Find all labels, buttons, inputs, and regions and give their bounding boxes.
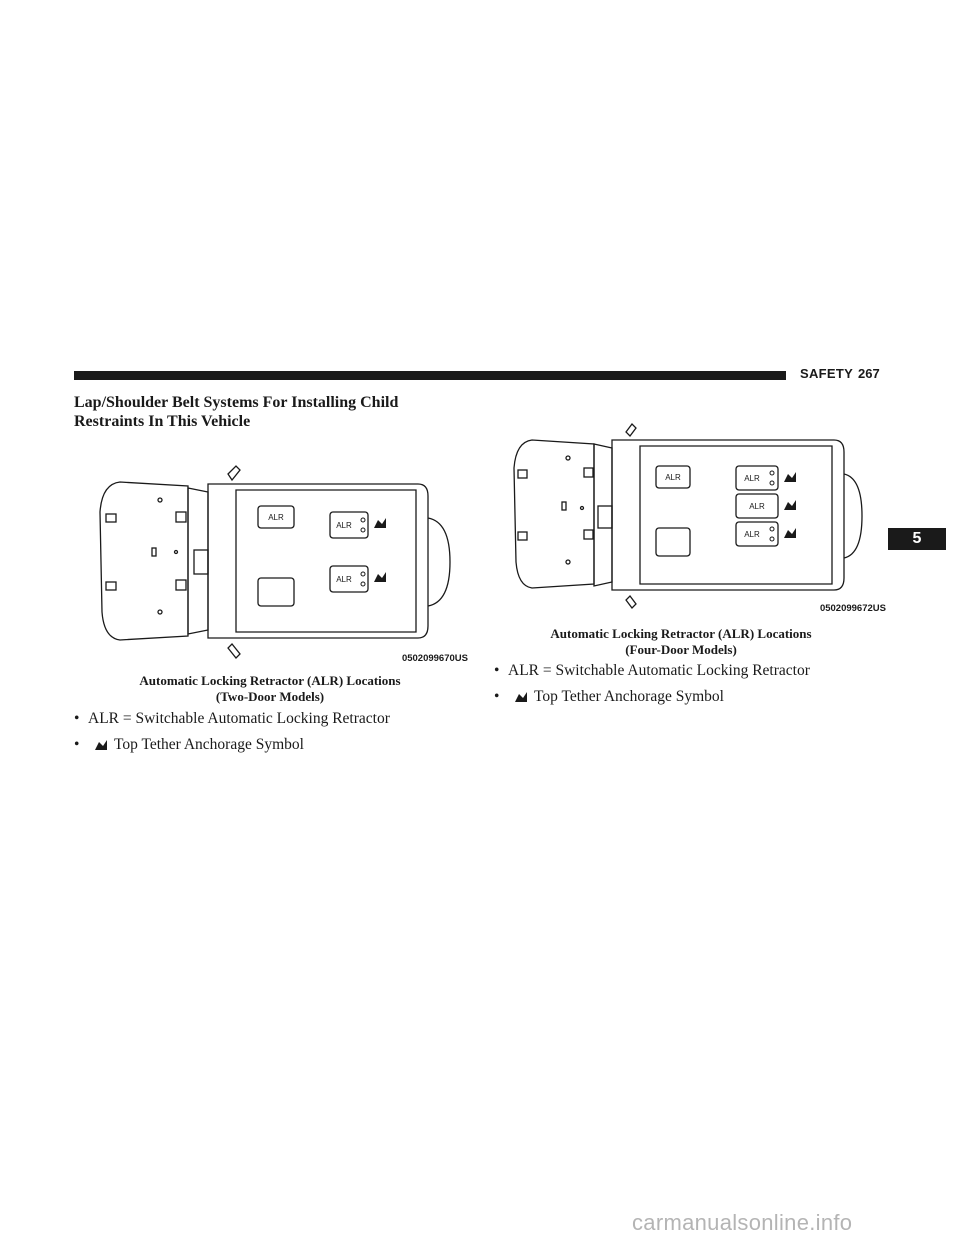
- alr-label: ALR: [744, 474, 760, 483]
- header-rule: [74, 371, 786, 380]
- tether-anchor-icon: [514, 691, 530, 703]
- list-item: [74, 736, 304, 754]
- alr-label: ALR: [336, 575, 352, 584]
- alr-label: ALR: [749, 502, 765, 511]
- bullet-marker: •: [74, 736, 80, 753]
- section-heading: Lap/Shoulder Belt Systems For Installing Child Restraints In This Vehicle: [74, 394, 399, 430]
- alr-label: ALR: [268, 513, 284, 522]
- caption-line: (Four-Door Models): [625, 642, 737, 657]
- bullet-text: Top Tether Anchorage Symbol: [534, 688, 724, 705]
- alr-label: ALR: [336, 521, 352, 530]
- tether-anchor-icon: [784, 472, 796, 482]
- figure-four-door-vehicle: [508, 422, 888, 617]
- list-item: [74, 710, 390, 728]
- bullet-text: ALR = Switchable Automatic Locking Retractor: [508, 662, 810, 679]
- figure-code: 0502099672US: [819, 603, 886, 614]
- caption-line: (Two-Door Models): [215, 689, 325, 704]
- bullet-marker: •: [494, 662, 500, 679]
- figure-two-door-vehicle: [90, 462, 470, 667]
- list-item: [494, 688, 724, 706]
- list-item: [494, 662, 810, 680]
- caption-line: Automatic Locking Retractor (ALR) Locations: [550, 626, 812, 641]
- page-number: 267: [858, 366, 880, 381]
- figure-code: 0502099670US: [401, 653, 468, 664]
- bullet-marker: •: [494, 688, 500, 705]
- figure-caption-two-door: [110, 673, 430, 705]
- alr-label: ALR: [744, 530, 760, 539]
- tether-anchor-icon: [784, 528, 796, 538]
- bullet-text: Top Tether Anchorage Symbol: [114, 736, 304, 753]
- alr-label: ALR: [665, 473, 681, 482]
- watermark-text[interactable]: carmanualsonline.info: [632, 1210, 853, 1235]
- section-name: SAFETY: [800, 366, 854, 381]
- bullet-text: ALR = Switchable Automatic Locking Retractor: [88, 710, 390, 727]
- bullet-marker: •: [74, 710, 80, 727]
- tether-anchor-icon: [94, 739, 110, 751]
- tether-anchor-icon: [374, 518, 386, 528]
- caption-line: Automatic Locking Retractor (ALR) Locations: [139, 673, 401, 688]
- tether-anchor-icon: [784, 500, 796, 510]
- chapter-tab[interactable]: 5: [888, 528, 946, 550]
- tether-anchor-icon: [374, 572, 386, 582]
- figure-caption-four-door: [516, 626, 846, 658]
